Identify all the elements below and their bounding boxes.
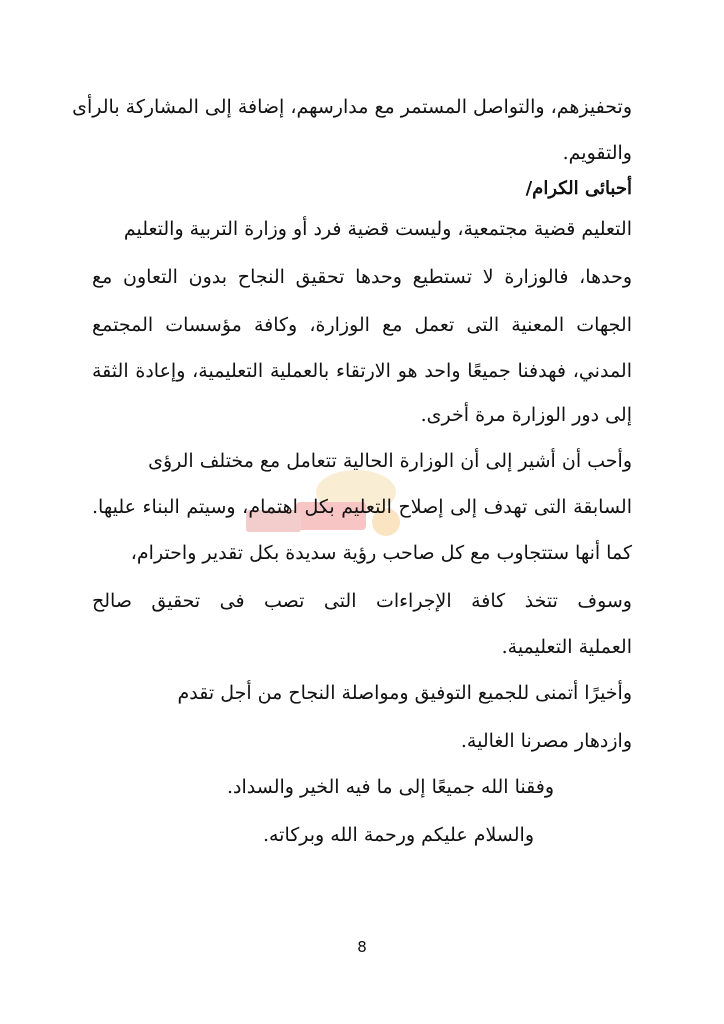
text-line: التعليم قضية مجتمعية، وليست قضية فرد أو وزارة التربية والتعليم xyxy=(123,218,632,240)
closing-line: والسلام عليكم ورحمة الله وبركاته. xyxy=(262,824,534,846)
text-line: والتقويم. xyxy=(562,142,632,164)
text-line: وأحب أن أشير إلى أن الوزارة الحالية تتعامل مع مختلف الرؤى xyxy=(148,450,632,472)
closing-line: وفقنا الله جميعًا إلى ما فيه الخير والسداد. xyxy=(227,776,554,798)
text-line: وحدها، فالوزارة لا تستطيع وحدها تحقيق النجاح بدون التعاون مع xyxy=(92,266,632,288)
text-line: المدني، فهدفنا جميعًا واحد هو الارتقاء بالعملية التعليمية، وإعادة الثقة xyxy=(92,360,632,382)
text-line: السابقة التى تهدف إلى إصلاح التعليم بكل اهتمام، وسيتم البناء عليها. xyxy=(92,496,632,518)
text-line: إلى دور الوزارة مرة أخرى. xyxy=(420,404,632,426)
text-line: كما أنها ستتجاوب مع كل صاحب رؤية سديدة بكل تقدير واحترام، xyxy=(130,542,632,564)
page-number: 8 xyxy=(357,938,367,956)
text-line: وتحفيزهم، والتواصل المستمر مع مدارسهم، إضافة إلى المشاركة بالرأى xyxy=(72,96,632,118)
text-line: وأخيرًا أتمنى للجميع التوفيق ومواصلة النجاح من أجل تقدم xyxy=(177,682,632,704)
text-line: العملية التعليمية. xyxy=(501,636,632,658)
text-line: الجهات المعنية التى تعمل مع الوزارة، وكافة مؤسسات المجتمع xyxy=(92,314,632,336)
text-line: وسوف تتخذ كافة الإجراءات التى تصب فى تحقيق صالح xyxy=(92,590,632,612)
section-heading: أحبائى الكرام/ xyxy=(525,178,632,199)
text-line: وازدهار مصرنا الغالية. xyxy=(460,730,632,752)
